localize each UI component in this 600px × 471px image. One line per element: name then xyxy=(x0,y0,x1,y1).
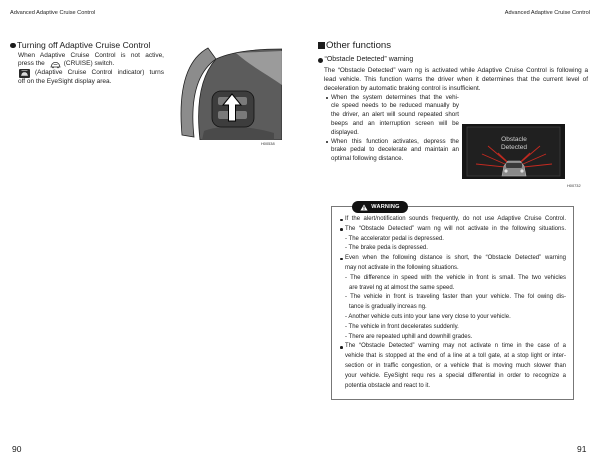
list-item xyxy=(324,138,459,147)
list-item-line: optimal following distance. xyxy=(331,155,404,163)
warning-text: The “Obstacle Detected” warn ng will not activate in the following situations. xyxy=(345,225,566,232)
warning-line: may not activate in the following situations. xyxy=(345,265,459,272)
section-heading-turning-off: Turning off Adaptive Cruise Control xyxy=(17,40,151,50)
bullet-icon xyxy=(340,228,343,231)
figure-code: H00732 xyxy=(567,183,581,188)
body-text: (CRUISE) switch. xyxy=(63,60,115,68)
warning-triangle-icon xyxy=(360,204,368,211)
list-item-line: the driver, an alert will sound repeated short xyxy=(331,111,459,119)
circle-bullet-icon xyxy=(10,43,16,49)
subheading-obstacle-warning: “Obstacle Detected” warning xyxy=(324,55,414,63)
warning-line: vehicle that is stopped at the end of a line at a toll gate, at a stop light or inter- xyxy=(345,353,566,360)
list-item-text: When the system determines that the vehi- xyxy=(331,93,459,101)
body-line xyxy=(18,69,164,78)
display-text-line: Detected xyxy=(500,144,528,151)
warning-line: - Another vehicle cuts into your lane very close to your vehicle. xyxy=(345,314,511,321)
warning-line: - There are repeated uphill and downhill grades. xyxy=(345,333,473,340)
warning-text: Even when the following distance is short, the “Obstacle Detected” warning xyxy=(345,255,566,262)
list-item-line: cle speed needs to be reduced manually by xyxy=(331,102,459,110)
body-text: press the xyxy=(18,60,45,68)
warning-line xyxy=(338,254,566,264)
body-line: off on the EyeSight display area. xyxy=(18,77,112,85)
warning-line: are travel ng at almost the same speed. xyxy=(349,284,455,291)
page-number-right: 91 xyxy=(577,444,587,454)
warning-line: - The brake peda is depressed. xyxy=(345,245,428,252)
paragraph-line: deceleration by automatic braking control is insufficient. xyxy=(324,84,481,92)
square-marker-icon xyxy=(318,42,325,49)
page-number-left: 90 xyxy=(12,444,22,454)
page-header-right: Advanced Adaptive Cruise Control xyxy=(504,10,590,16)
warning-line xyxy=(338,342,566,352)
bullet-icon xyxy=(326,141,329,144)
cruise-switch-icon xyxy=(50,61,61,69)
paragraph-line: lead vehicle. This function warns the driver when it determines that the current level of xyxy=(324,75,588,83)
body-text: (Adaptive Cruise Control indicator) turns xyxy=(35,68,164,76)
warning-label: WARNING xyxy=(371,204,400,210)
body-line xyxy=(18,60,164,69)
warning-line: potentia obstacle and react to it. xyxy=(345,382,431,389)
steering-wheel-switch-icon xyxy=(178,45,282,140)
page-header-left: Advanced Adaptive Cruise Control xyxy=(10,10,96,16)
bullet-icon xyxy=(340,258,343,261)
bullet-icon xyxy=(340,219,343,222)
warning-text: The “Obstacle Detected” warning may not activate n time in the case of a xyxy=(345,343,566,350)
obstacle-warning-bullets xyxy=(324,94,459,164)
list-item-line: displayed. xyxy=(331,128,359,136)
list-item-line: brake pedal to decelerate and maintain an xyxy=(331,146,459,154)
display-text-line: Obstacle xyxy=(501,136,527,143)
warning-line: - The accelerator pedal is depressed. xyxy=(345,235,444,242)
warning-line: - The vehicle in front decelerates suddenly. xyxy=(345,323,459,330)
list-item xyxy=(324,94,459,103)
warning-line: tance is gradually increas ng. xyxy=(349,304,427,311)
obstacle-warning-paragraph xyxy=(324,66,588,93)
warning-line xyxy=(338,225,566,235)
bullet-icon xyxy=(340,346,343,349)
circle-bullet-icon xyxy=(318,58,323,63)
warning-body xyxy=(338,215,566,391)
warning-line: section or in traffic congestion, or a vehicle that is moving much slower than xyxy=(345,363,566,370)
warning-line: - The vehicle in front is traveling faster than your vehicle. The fol owing dis- xyxy=(345,294,566,301)
warning-line xyxy=(338,215,566,225)
warning-line: your vehicle. EyeSight requ res a special differential in order to recognize a xyxy=(345,372,566,379)
section-heading-other-functions: Other functions xyxy=(326,39,392,51)
list-item-text: When this function activates, depress the xyxy=(331,137,459,145)
warning-text: If the alert/notification sounds frequently, do not use Adaptive Cruise Control. xyxy=(345,216,566,223)
obstacle-detected-display-icon xyxy=(462,124,565,179)
warning-label-tag xyxy=(352,201,408,213)
turning-off-body xyxy=(18,52,164,87)
figure-code: H00538 xyxy=(261,141,275,146)
bullet-icon xyxy=(326,97,329,100)
body-line: When Adaptive Cruise Control is not active, xyxy=(18,51,164,59)
warning-line: - The difference in speed with the vehicle in front is small. The two vehicles xyxy=(345,274,566,281)
acc-indicator-icon xyxy=(19,69,30,78)
list-item-line: beeps and an interruption screen will be xyxy=(331,119,459,127)
paragraph-line: The “Obstacle Detected” warn ng is activated while Adaptive Cruise Control is following a xyxy=(324,66,588,74)
